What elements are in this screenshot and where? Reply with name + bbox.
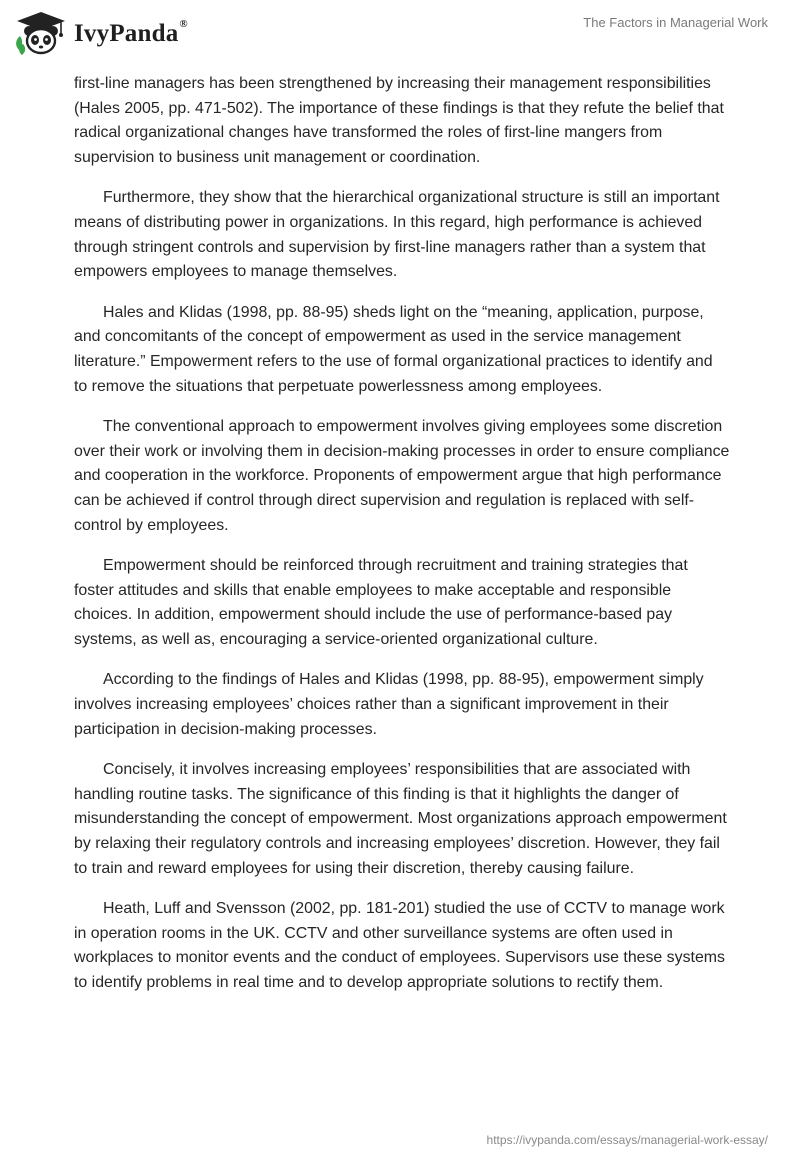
paragraph-8: Heath, Luff and Svensson (2002, pp. 181-201) studied the use of CCTV to manage work in operation rooms in the UK. CCTV and other surveillance systems are often used in workplaces to monitor events and the conduct of employees. Supervisors use these systems to identify problems in real time and to develop appropriate solutions to rectify them. <box>74 900 725 991</box>
paragraph-5: Empowerment should be reinforced through recruitment and training strategies that foster attitudes and skills that enable employees to make acceptable and responsible choices. In addition, empowerment should include the use of performance-based pay systems, as well as, encouraging a service-oriented organizational culture. <box>74 557 688 648</box>
paragraph-2: Furthermore, they show that the hierarchical organizational structure is still an important means of distributing power in organizations. In this regard, high performance is achieved through stringent controls and supervision by first-line managers rather than a system that empowers employees to manage themselves. <box>74 189 720 281</box>
paragraph-6: According to the findings of Hales and Klidas (1998, pp. 88-95), empowerment simply involves increasing employees’ choices rather than a significant improvement in their participation in decision-making processes. <box>74 671 704 738</box>
paragraph-7: Concisely, it involves increasing employees’ responsibilities that are associated with handling routine tasks. The significance of this finding is that it highlights the danger of misunderstanding the concept of empowerment. Most organizations approach empowerment by relaxing their regulatory controls and increasing employees’ discretion. However, they fail to train and reward employees for using their discretion, thereby causing failure. <box>74 761 727 877</box>
page-header <box>0 0 800 64</box>
paragraph-4: The conventional approach to empowerment involves giving employees some discretion over their work or involving them in decision-making processes in order to ensure compliance and cooperation in the workforce. Proponents of empowerment argue that high performance can be achieved if control through direct supervision and regulation is replaced with self-control by employees. <box>74 418 730 534</box>
paragraph-1: first-line managers has been strengthened by increasing their management responsibilities (Hales 2005, pp. 471-502). The importance of these findings is that they refute the belief that radical organizational changes have transformed the roles of first-line mangers from supervision to business unit management or coordination. <box>74 75 724 166</box>
document-title: The Factors in Managerial Work <box>583 15 768 30</box>
essay-body <box>74 72 730 1012</box>
source-url[interactable]: https://ivypanda.com/essays/managerial-work-essay/ <box>486 1133 768 1147</box>
brand-name: IvyPanda® <box>74 18 188 47</box>
paragraph-3: Hales and Klidas (1998, pp. 88-95) sheds light on the “meaning, application, purpose, and concomitants of the concept of empowerment as used in the service management literature.” Empowerment refers to the use of formal organizational practices to identify and to remove the situations that perpetuate powerlessness among employees. <box>74 303 713 395</box>
ivypanda-logo[interactable] <box>14 10 188 56</box>
panda-graduation-cap-icon <box>14 10 68 56</box>
registered-mark: ® <box>179 18 188 30</box>
